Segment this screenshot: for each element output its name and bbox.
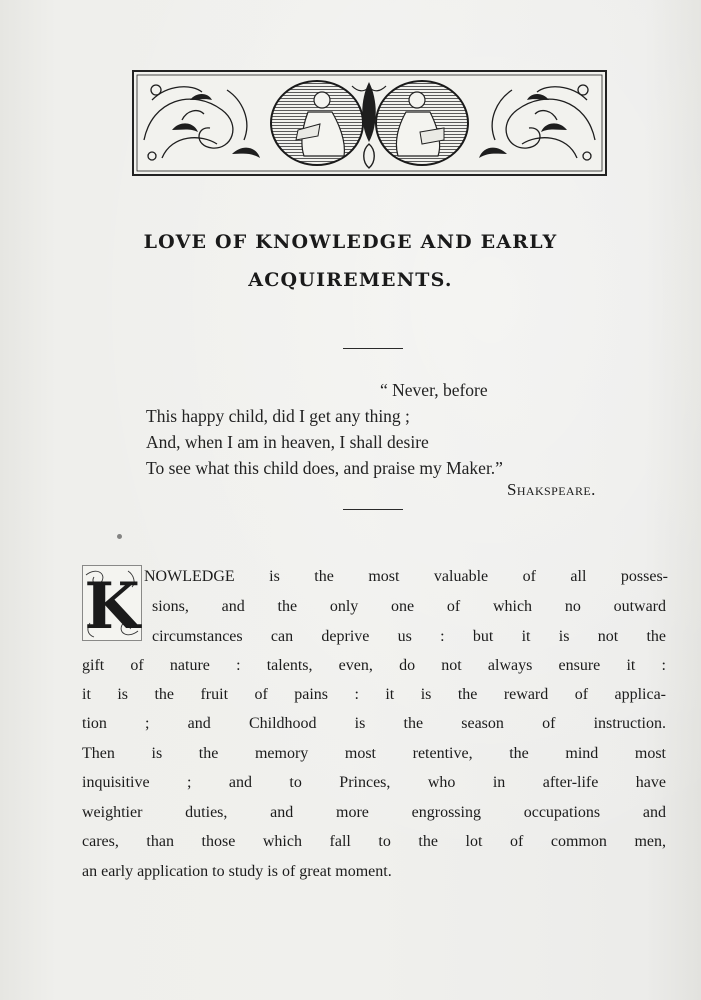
body-line: inquisitive ; and to Princes, who in after-life have [82,774,666,791]
epigraph-line: To see what this child does, and praise my Maker.” [146,458,503,478]
divider-rule-top [343,348,403,349]
ornamental-headpiece [132,70,607,176]
body-line: it is the fruit of pains : it is the reward of applica- [82,686,666,703]
body-line: NOWLEDGE is the most valuable of all posses- [144,568,668,585]
body-line: an early application to study is of great moment. [82,863,392,880]
body-line: circumstances can deprive us : but it is not the [152,628,666,645]
chapter-title-line-2: ACQUIREMENTS. [248,269,453,291]
body-line: tion ; and Childhood is the season of instruction. [82,715,666,732]
body-line: gift of nature : talents, even, do not always ensure it : [82,657,666,674]
drop-cap-letter [82,565,142,641]
svg-text:K: K [84,569,140,641]
epigraph-line: This happy child, did I get any thing ; [146,406,410,426]
body-line: cares, than those which fall to the lot of common men, [82,833,666,850]
epigraph-attribution: Shakspeare. [507,480,596,499]
ink-speck [117,534,122,539]
body-line: Then is the memory most retentive, the mind most [82,745,666,762]
chapter-title-line-1: LOVE OF KNOWLEDGE AND EARLY [143,231,558,253]
body-line: weightier duties, and more engrossing occupations and [82,804,666,821]
left-medallion-figure [271,81,363,165]
body-line: sions, and the only one of which no outward [152,598,666,615]
right-medallion-figure [376,81,468,165]
divider-rule-bottom [343,509,403,510]
epigraph-line: And, when I am in heaven, I shall desire [146,432,429,452]
epigraph-line: “ Never, before [380,380,488,400]
